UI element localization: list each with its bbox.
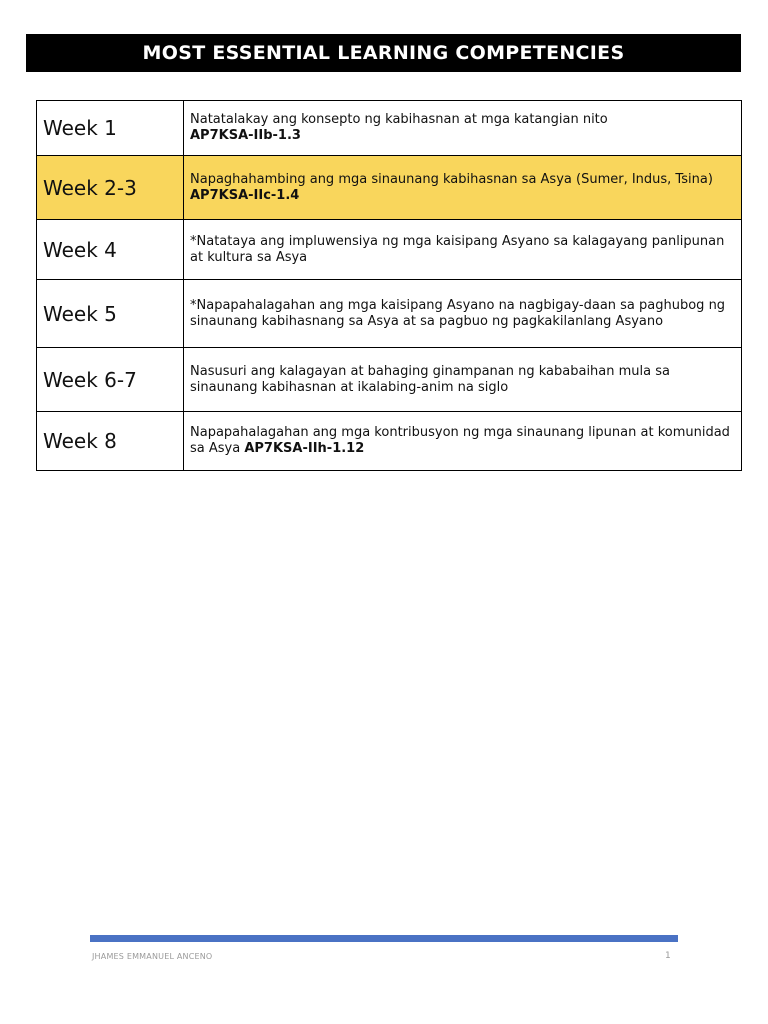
footer-author: JHAMES EMMANUEL ANCENO bbox=[92, 952, 213, 961]
competencies-table bbox=[36, 100, 742, 471]
competency-code: AP7KSA-IIc-1.4 bbox=[190, 187, 300, 203]
title-bar bbox=[26, 34, 741, 72]
competency-text: *Natataya ang impluwensiya ng mga kaisipang Asyano sa kalagayang panlipunan at kultura sa Asya bbox=[190, 233, 725, 265]
week-label: Week 4 bbox=[37, 220, 184, 280]
table-row-highlighted bbox=[37, 156, 742, 220]
competency-cell bbox=[184, 156, 742, 220]
competency-cell bbox=[184, 220, 742, 280]
week-label: Week 2-3 bbox=[37, 156, 184, 220]
week-label: Week 6-7 bbox=[37, 348, 184, 412]
document-title: MOST ESSENTIAL LEARNING COMPETENCIES bbox=[142, 42, 625, 64]
competency-cell bbox=[184, 348, 742, 412]
competency-text: Nasusuri ang kalagayan at bahaging ginampanan ng kababaihan mula sa sinaunang kabihasnan at ikalabing-anim na siglo bbox=[190, 363, 670, 395]
competency-text: Napaghahambing ang mga sinaunang kabihasnan sa Asya (Sumer, Indus, Tsina) bbox=[190, 171, 713, 187]
competency-code: AP7KSA-IIh-1.12 bbox=[244, 441, 365, 456]
table-row bbox=[37, 280, 742, 348]
competency-text: *Napapahalagahan ang mga kaisipang Asyano na nagbigay-daan sa paghubog ng sinaunang kabihasnang sa Asya at sa pagbuo ng pagkakilanlang Asyano bbox=[190, 297, 726, 329]
competency-text: Natatalakay ang konsepto ng kabihasnan at mga katangian nito bbox=[190, 112, 608, 127]
page-number: 1 bbox=[665, 951, 671, 961]
competency-code: AP7KSA-IIb-1.3 bbox=[190, 128, 301, 143]
competency-cell bbox=[184, 280, 742, 348]
week-label: Week 8 bbox=[37, 412, 184, 471]
competency-cell bbox=[184, 412, 742, 471]
footer-rule bbox=[90, 935, 678, 942]
table-row bbox=[37, 348, 742, 412]
competency-cell bbox=[184, 101, 742, 156]
table-row bbox=[37, 412, 742, 471]
week-label: Week 1 bbox=[37, 101, 184, 156]
week-label: Week 5 bbox=[37, 280, 184, 348]
table-row bbox=[37, 101, 742, 156]
table-row bbox=[37, 220, 742, 280]
competency-text: Napapahalagahan ang mga kontribusyon ng mga sinaunang lipunan at komunidad sa Asya bbox=[190, 425, 730, 456]
